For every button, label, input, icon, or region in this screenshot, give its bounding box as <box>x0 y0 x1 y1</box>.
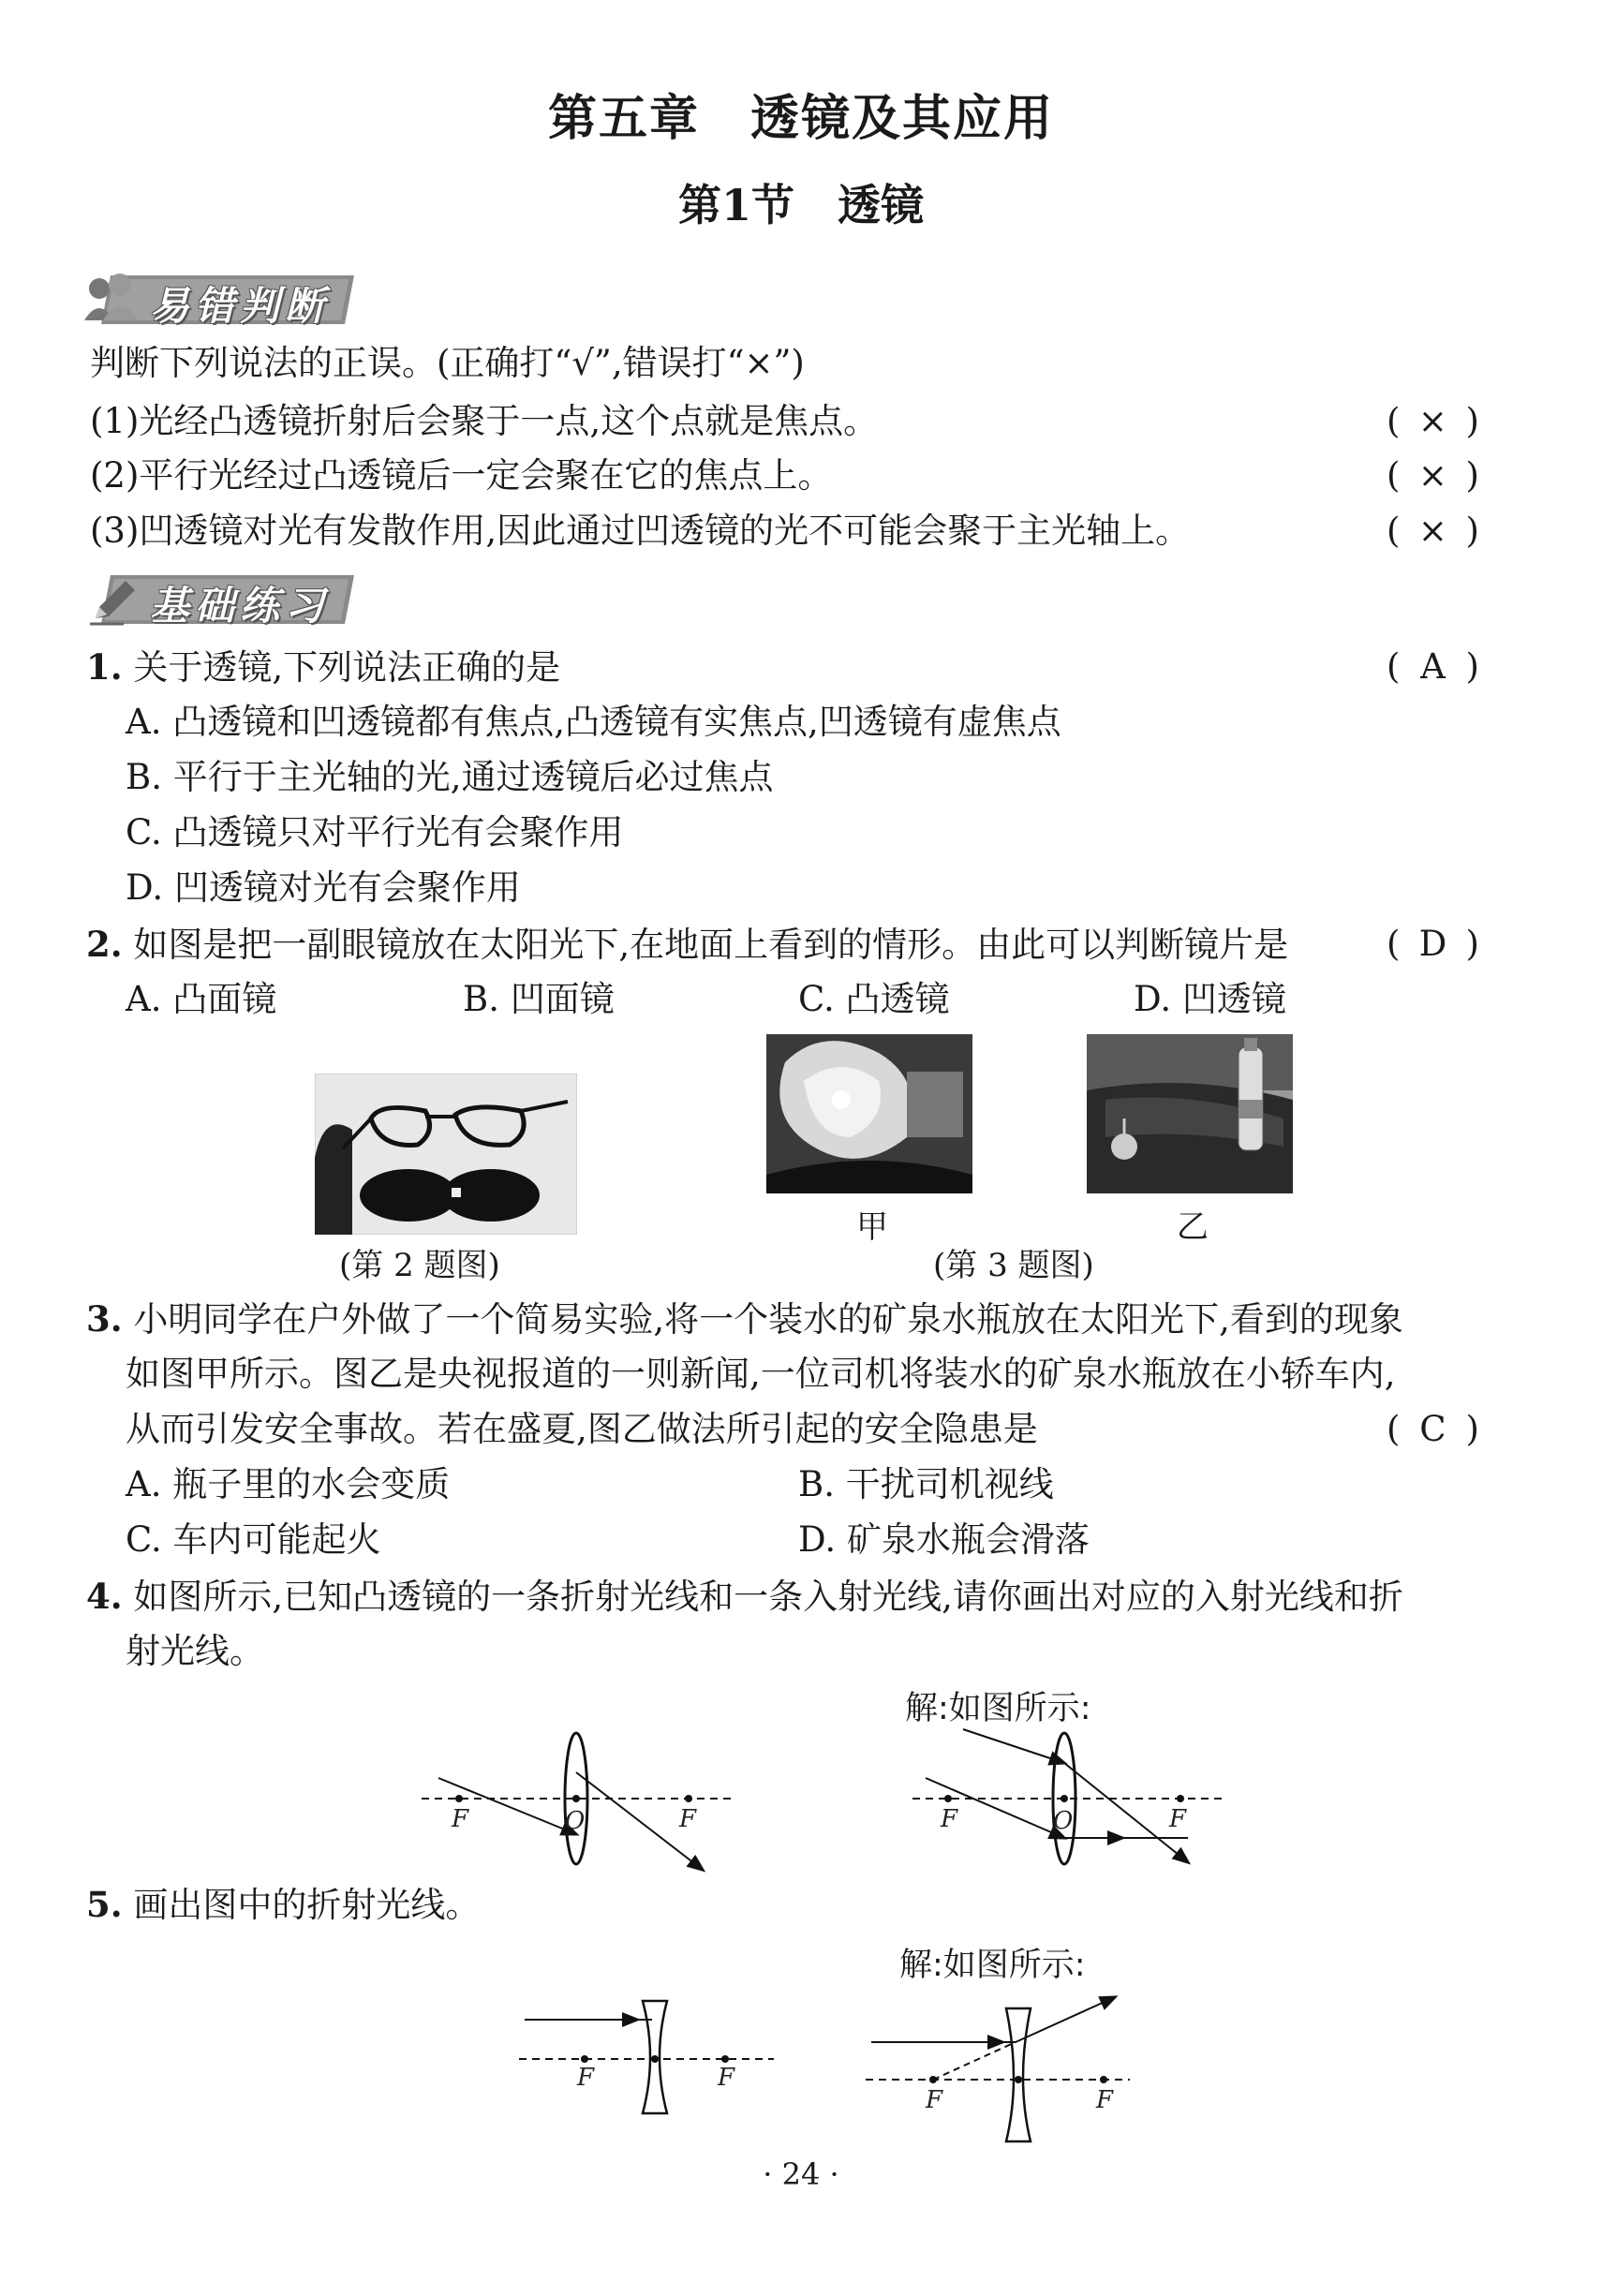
optical-center <box>572 1795 580 1802</box>
q4-solution-label: 解:如图所示: <box>905 1690 1091 1727</box>
judge-item-3: (3)凹透镜对光有发散作用,因此通过凹透镜的光不可能会聚于主光轴上。 <box>90 511 1191 551</box>
q2-option-c: C. 凸透镜 <box>798 979 950 1019</box>
fig3-label-a: 甲 <box>856 1208 888 1246</box>
people-icon <box>81 272 146 328</box>
center-label: O <box>1053 1807 1074 1835</box>
judge-answer-3: ( × ) <box>1387 507 1479 555</box>
fig3-caption: (第 3 题图) <box>933 1247 1094 1284</box>
judge-item-1: (1)光经凸透镜折射后会聚于一点,这个点就是焦点。 <box>90 401 879 441</box>
q5-concave-lens-diagram <box>515 1995 778 2136</box>
focus-label-left: F <box>577 2064 595 2092</box>
chapter-title: 第五章 透镜及其应用 <box>547 90 1054 147</box>
basic-practice-label: 基础练习 <box>150 583 331 629</box>
fig3-label-b: 乙 <box>1177 1208 1209 1246</box>
judge-instruction: 判断下列说法的正误。(正确打“√”,错误打“×”) <box>90 343 805 383</box>
q4-line-1: 4. 如图所示,已知凸透镜的一条折射光线和一条入射光线,请你画出对应的入射光线和折 <box>86 1576 1403 1617</box>
q2-answer: ( D ) <box>1387 920 1479 969</box>
basic-practice-banner <box>82 570 363 630</box>
focus-label-left: F <box>926 2086 943 2114</box>
q5-solution-diagram <box>862 1977 1134 2145</box>
q3-answer: ( C ) <box>1387 1405 1479 1454</box>
q3-option-a: A. 瓶子里的水会变质 <box>126 1464 451 1504</box>
focus-label-right: F <box>718 2064 735 2092</box>
answer-value: A <box>1420 646 1446 687</box>
q3-line-2: 如图甲所示。图乙是央视报道的一则新闻,一位司机将装水的矿泉水瓶放在小轿车内, <box>126 1354 1396 1394</box>
q3-option-c: C. 车内可能起火 <box>126 1519 381 1560</box>
q2-stem: 2. 如图是把一副眼镜放在太阳光下,在地面上看到的情形。由此可以判断镜片是 <box>86 924 1289 965</box>
answer-value: × <box>1417 511 1447 551</box>
glasses-shadow-photo <box>315 1074 577 1235</box>
judge-answer-1: ( × ) <box>1387 397 1479 446</box>
focus-point-right <box>685 1795 692 1802</box>
error-check-label: 易错判断 <box>150 283 331 329</box>
q5-stem: 5. 画出图中的折射光线。 <box>86 1884 481 1925</box>
q4-convex-lens-diagram <box>412 1724 740 1874</box>
q2-option-b: B. 凹面镜 <box>463 979 615 1019</box>
q1-stem: 1. 关于透镜,下列说法正确的是 <box>86 646 561 688</box>
q3-option-b: B. 干扰司机视线 <box>798 1464 1054 1504</box>
q3-line-3: 从而引发安全事故。若在盛夏,图乙做法所引起的安全隐患是 <box>126 1409 1038 1449</box>
focus-label-right: F <box>679 1805 697 1833</box>
q2-option-a: A. 凸面镜 <box>126 979 277 1019</box>
q1-option-d: D. 凹透镜对光有会聚作用 <box>126 867 521 908</box>
water-bottle-sun-photo <box>766 1034 972 1193</box>
focus-point-left <box>455 1795 463 1802</box>
q1-option-c: C. 凸透镜只对平行光有会聚作用 <box>126 812 624 852</box>
q2-figure-caption: (第 2 题图) <box>339 1247 500 1284</box>
focus-label-right: F <box>1169 1805 1187 1833</box>
bottle-in-car-photo <box>1087 1034 1293 1193</box>
q3-line-1: 3. 小明同学在户外做了一个简易实验,将一个装水的矿泉水瓶放在太阳光下,看到的现象 <box>86 1298 1403 1340</box>
focus-label-right: F <box>1096 2086 1114 2114</box>
concave-lens <box>1006 2008 1031 2141</box>
focus-label-left: F <box>941 1805 958 1833</box>
answer-value: D <box>1418 924 1447 964</box>
q4-solution-diagram <box>907 1714 1225 1874</box>
error-check-banner <box>82 270 363 330</box>
section-title: 第1节 透镜 <box>677 180 924 230</box>
q5-solution-label: 解:如图所示: <box>899 1947 1086 1984</box>
q1-option-b: B. 平行于主光轴的光,通过透镜后必过焦点 <box>126 757 774 797</box>
center-label: O <box>565 1807 586 1835</box>
answer-value: × <box>1417 455 1447 496</box>
q4-line-2: 射光线。 <box>126 1631 264 1671</box>
judge-answer-2: ( × ) <box>1387 452 1479 500</box>
pencil-icon <box>86 573 142 630</box>
judge-item-2: (2)平行光经过凸透镜后一定会聚在它的焦点上。 <box>90 455 833 496</box>
page-number: · 24 · <box>763 2156 839 2192</box>
q3-option-d: D. 矿泉水瓶会滑落 <box>798 1519 1090 1560</box>
answer-value: C <box>1419 1409 1446 1449</box>
focus-label-left: F <box>452 1805 469 1833</box>
answer-value: × <box>1417 401 1447 441</box>
q1-answer: ( A ) <box>1387 643 1479 691</box>
q2-option-d: D. 凹透镜 <box>1134 979 1286 1019</box>
q1-option-a: A. 凸透镜和凹透镜都有焦点,凸透镜有实焦点,凹透镜有虚焦点 <box>126 702 1061 742</box>
